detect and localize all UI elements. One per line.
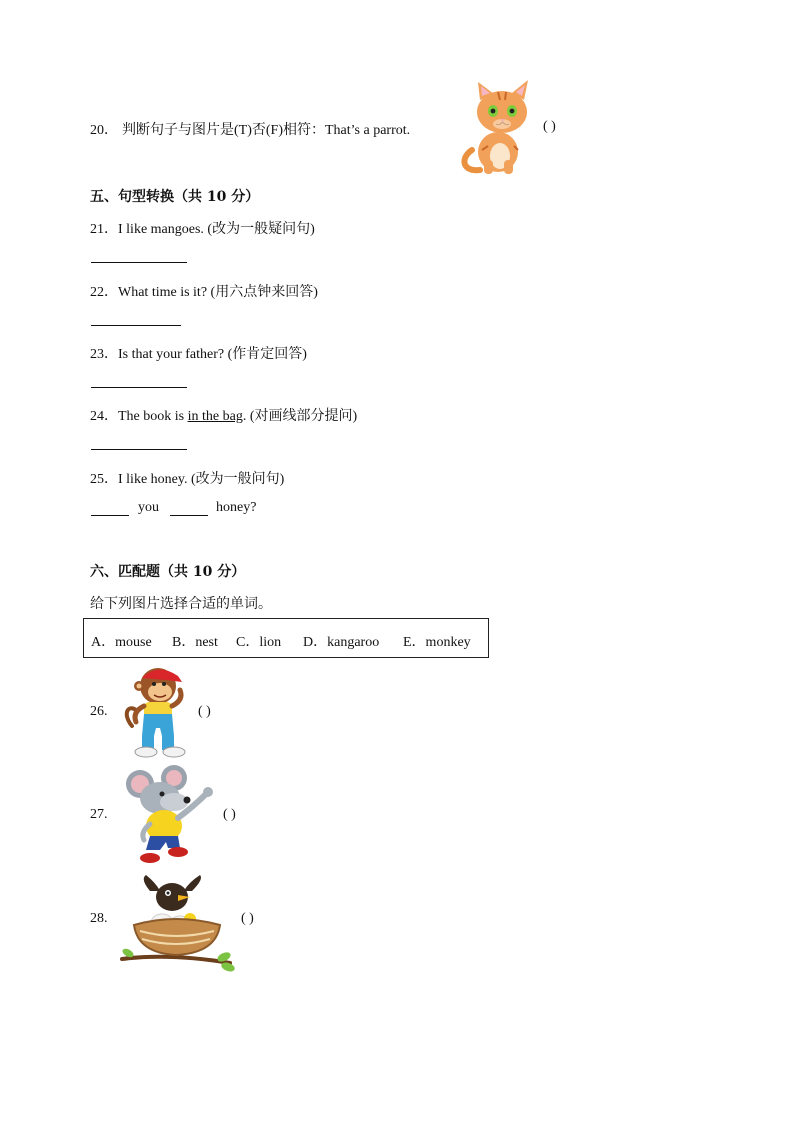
section6-instruction: 给下列图片选择合适的单词。: [90, 596, 272, 612]
q25-blank-1[interactable]: [91, 515, 129, 516]
q22-text: 22．What time is it? (用六点钟来回答): [90, 285, 318, 300]
mouse-icon: [122, 766, 216, 866]
q28-answer-paren[interactable]: ( ): [241, 911, 254, 926]
q20-answer-paren[interactable]: ( ): [543, 119, 556, 134]
bird-nest-icon: [120, 873, 236, 971]
q24-text: [90, 405, 357, 425]
q25-text: 25．I like honey. (改为一般问句): [90, 472, 285, 487]
options-box: [83, 618, 489, 658]
q25-word-honey: honey?: [216, 500, 257, 515]
q27-number: 27.: [90, 807, 108, 822]
option-e: E．monkey: [403, 635, 471, 650]
q23-answer-line[interactable]: [91, 387, 187, 388]
q25-word-you: you: [138, 500, 159, 515]
q27-answer-paren[interactable]: ( ): [223, 807, 236, 822]
cat-icon: [458, 80, 536, 176]
q20-number: 20．: [90, 123, 118, 138]
q21-answer-line[interactable]: [91, 262, 187, 263]
q20-text: 判断句子与图片是(T)否(F)相符：That’s a parrot.: [122, 123, 411, 138]
q24-suffix: . (对画线部分提问): [242, 409, 358, 424]
q24-prefix: 24．The book is: [90, 409, 188, 424]
q22-answer-line[interactable]: [91, 325, 181, 326]
q25-blank-2[interactable]: [170, 515, 208, 516]
q24-answer-line[interactable]: [91, 449, 187, 450]
section6-title: 六、匹配题（共 10 分）: [90, 564, 246, 580]
option-b: B．nest: [172, 635, 218, 650]
q26-number: 26.: [90, 704, 108, 719]
option-d: D．kangaroo: [303, 635, 380, 650]
section5-title: 五、句型转换（共 10 分）: [90, 189, 260, 205]
q23-text: 23．Is that your father? (作肯定回答): [90, 347, 307, 362]
option-a: A．mouse: [91, 635, 152, 650]
q26-answer-paren[interactable]: ( ): [198, 704, 211, 719]
q21-text: 21．I like mangoes. (改为一般疑问句): [90, 222, 315, 237]
option-c: C．lion: [236, 635, 282, 650]
monkey-icon: [122, 664, 194, 760]
q28-number: 28.: [90, 911, 108, 926]
q24-underlined-phrase: in the bag: [187, 409, 243, 424]
